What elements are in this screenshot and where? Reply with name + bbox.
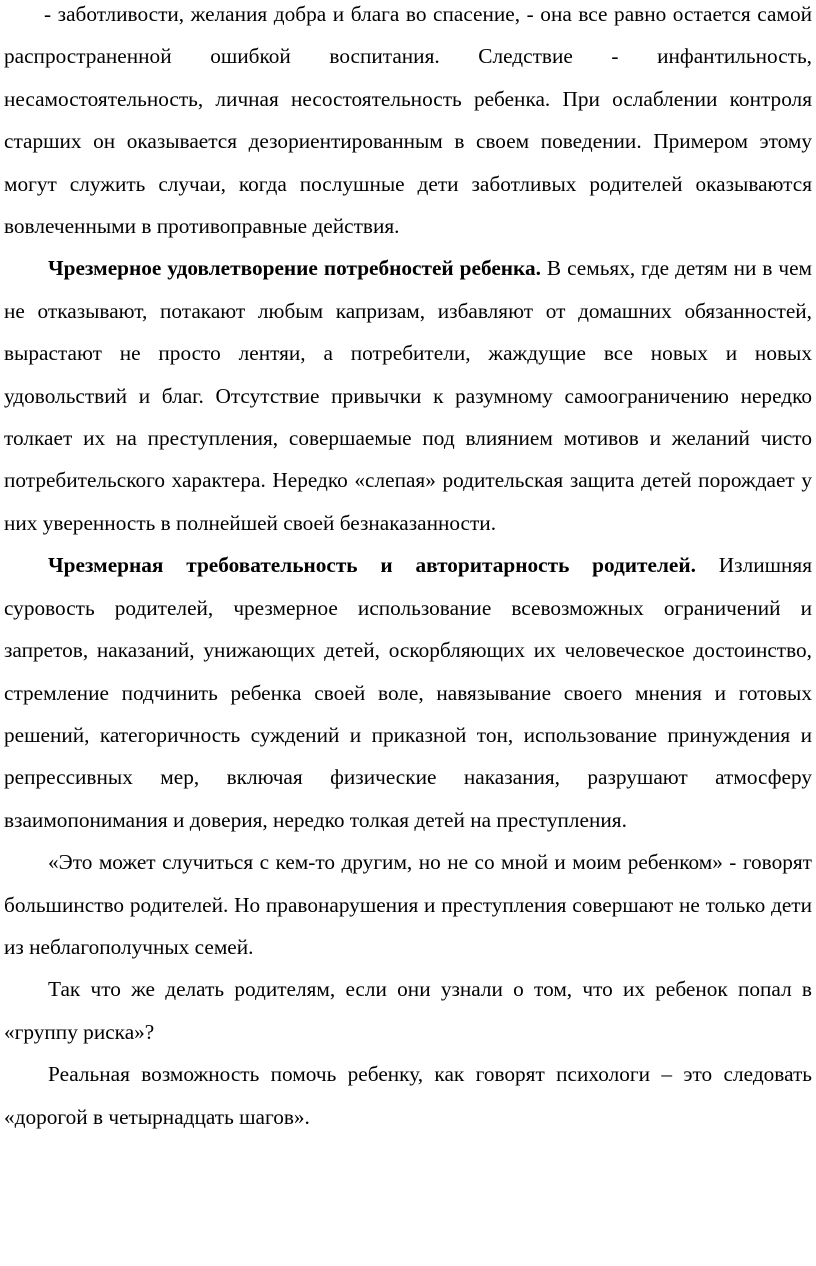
paragraph-text: - заботливости, желания добра и блага во спасение, - она все равно остается самой распространенной ошибкой воспитания. Следствие - инфантильность, несамостоятельность, личная несостоятельность ребенка. При ослаблении контроля старших он оказывается дезориентированным в своем поведении. Примером этому могут служить случаи, когда послушные дети заботливых родителей оказываются вовлеченными в противоправные действия. — [4, 2, 812, 239]
paragraph-excessive-satisfaction — [4, 247, 812, 544]
paragraph-parents-quote — [4, 841, 812, 968]
paragraph-care-error — [4, 0, 812, 247]
paragraph-authoritarian-parents — [4, 544, 812, 841]
paragraph-text: Так что же делать родителям, если они узнали о том, что их ребенок попал в «группу риска»? — [4, 977, 812, 1044]
paragraph-fourteen-steps — [4, 1053, 812, 1138]
paragraph-heading: Чрезмерное удовлетворение потребностей ребенка. — [48, 256, 541, 281]
paragraph-text: Реальная возможность помочь ребенку, как говорят психологи – это следовать «дорогой в четырнадцать шагов». — [4, 1062, 812, 1129]
paragraph-text: В семьях, где детям ни в чем не отказывают, потакают любым капризам, избавляют от домашних обязанностей, вырастают не просто лентяи, а потребители, жаждущие все новых и новых удовольствий и благ. Отсутствие привычки к разумному самоограничению нередко толкает их на преступления, совершаемые под влиянием мотивов и желаний чисто потребительского характера. Нередко «слепая» родительская защита детей порождает у них уверенность в полнейшей своей безнаказанности. — [4, 256, 813, 535]
paragraph-text: Излишняя суровость родителей, чрезмерное использование всевозможных ограничений и запретов, наказаний, унижающих детей, оскорбляющих их человеческое достоинство, стремление подчинить ребенка своей воле, навязывание своего мнения и готовых решений, категоричность суждений и приказной тон, использование принуждения и репрессивных мер, включая физические наказания, разрушают атмосферу взаимопонимания и доверия, нередко толкая детей на преступления. — [4, 553, 813, 832]
paragraph-heading: Чрезмерная требовательность и авторитарность родителей. — [48, 553, 696, 578]
paragraph-what-to-do — [4, 968, 812, 1053]
paragraph-text: «Это может случиться с кем-то другим, но не со мной и моим ребенком» - говорят большинство родителей. Но правонарушения и преступления совершают не только дети из неблагополучных семей. — [4, 850, 812, 959]
